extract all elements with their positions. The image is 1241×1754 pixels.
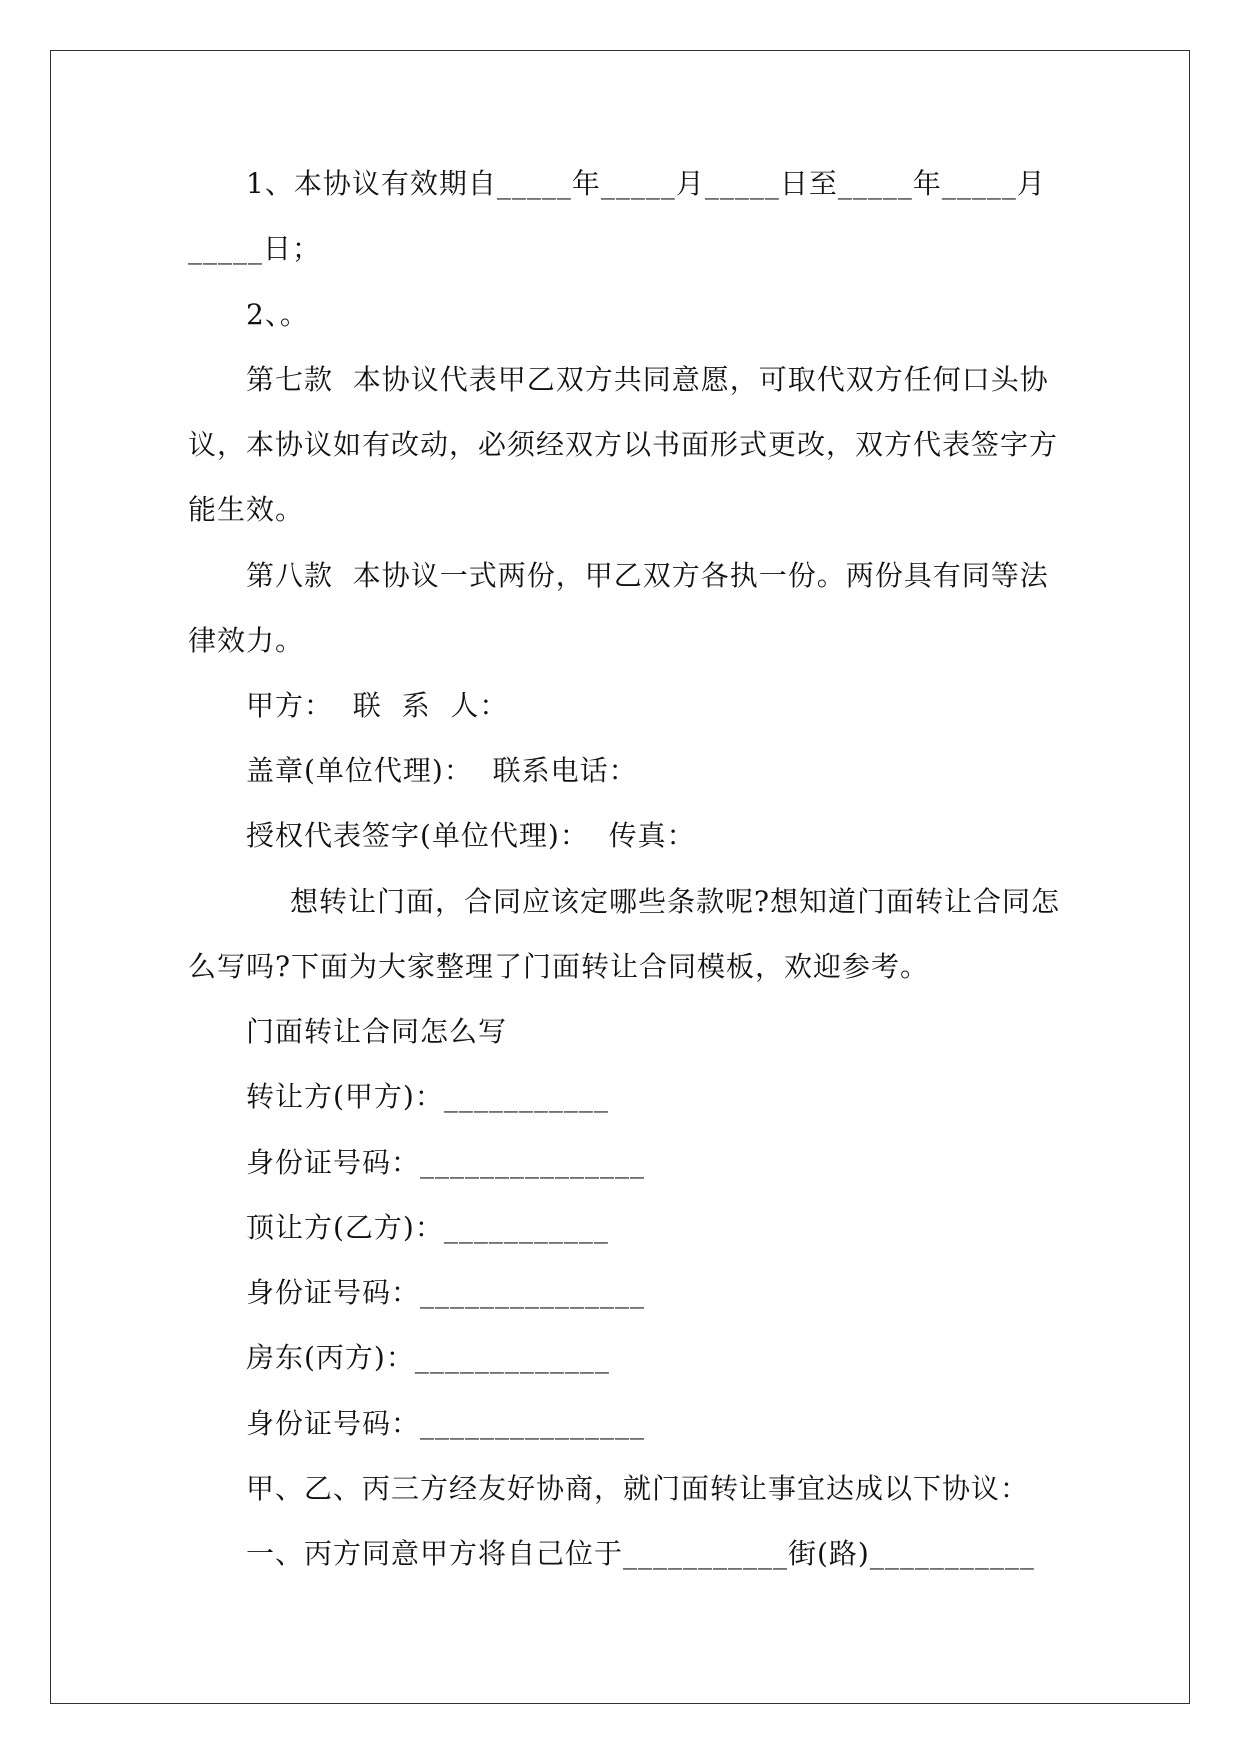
landlord-id-field: 身份证号码：_______________ (246, 1407, 646, 1440)
agreement-intro-line: 甲、乙、丙三方经友好协商，就门面转让事宜达成以下协议： (246, 1472, 1030, 1505)
clause-7-line-2: 议，本协议如有改动，必须经双方以书面形式更改，双方代表签字方 (188, 428, 1059, 461)
item-2-line: 2、。 (246, 298, 309, 331)
clause-7-line-1: 第七款 本协议代表甲乙双方共同意愿，可取代双方任何口头协 (246, 363, 1049, 396)
intro-line-1: 想转让门面，合同应该定哪些条款呢?想知道门面转让合同怎 (290, 885, 1061, 918)
transferor-id-field: 身份证号码：_______________ (246, 1146, 646, 1179)
party-a-contact-line: 甲方： 联 系 人： (246, 689, 509, 722)
transferee-field: 顶让方(乙方)：___________ (246, 1211, 609, 1244)
landlord-field: 房东(丙方)：_____________ (246, 1341, 610, 1374)
section-heading: 门面转让合同怎么写 (246, 1015, 508, 1048)
clause-8-line-2: 律效力。 (188, 624, 305, 657)
signature-fax-line: 授权代表签字(单位代理)： 传真： (246, 819, 696, 852)
validity-period-line-cont: _____日； (188, 232, 322, 265)
page-border (50, 50, 1190, 1704)
transferee-id-field: 身份证号码：_______________ (246, 1276, 646, 1309)
seal-phone-line: 盖章(单位代理)： 联系电话： (246, 754, 638, 787)
validity-period-line: 1、本协议有效期自_____年_____月_____日至_____年_____月 (246, 167, 1046, 200)
article-1-line: 一、丙方同意甲方将自己位于___________街(路)___________ (246, 1537, 1035, 1570)
clause-7-line-3: 能生效。 (188, 493, 305, 526)
intro-line-2: 么写吗?下面为大家整理了门面转让合同模板，欢迎参考。 (188, 950, 930, 983)
transferor-field: 转让方(甲方)：___________ (246, 1080, 609, 1113)
clause-8-line-1: 第八款 本协议一式两份，甲乙双方各执一份。两份具有同等法 (246, 559, 1049, 592)
